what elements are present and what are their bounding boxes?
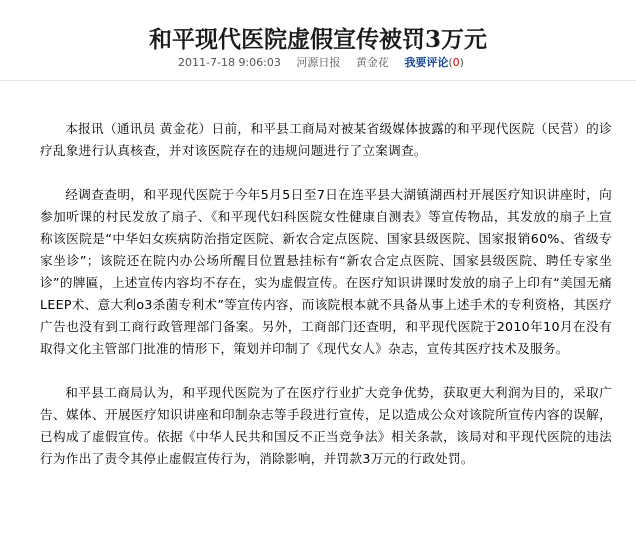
comment-count-close: ) [459,56,464,69]
article-paragraph-1: 本报讯（通讯员 黄金花）日前，和平县工商局对被某省级媒体披露的和平现代医院（民营）的诊疗乱象进行认真核查，并对该医院存在的违规问题进行了立案调查。 [40,121,612,158]
article-paragraph-3: 和平县工商局认为，和平现代医院为了在医疗行业扩大竞争优势，获取更大利润为目的，采取广告、媒体、开展医疗知识讲座和印制杂志等手段进行宣传，足以造成公众对该院所宣传内容的误解，已构成了虚假宣传。依据《中华人民共和国反不正当竞争法》相关条款，该局对和平现代医院的违法行为作出了责令其停止虚假宣传行为，消除影响，并罚款3万元的行政处罚。 [40,385,612,466]
comment-link[interactable]: 我要评论 [404,56,449,69]
article-body [40,118,612,492]
meta-divider [0,80,636,81]
author-name: 黄金花 [355,56,389,69]
comment-count-open: ( [448,56,453,69]
article-paragraph-2: 经调查查明，和平现代医院于今年5月5日至7日在连平县大湖镇湖西村开展医疗知识讲座时，向参加听课的村民发放了扇子、《和平现代妇科医院女性健康自测表》等宣传物品，其发放的扇子上宣称该医院是“中华妇女疾病防治指定医院、新农合定点医院、国家县级医院、国家报销60%、省级专家坐诊”；该院还在院内办公场所醒目位置悬挂标有“新农合定点医院、国家县级医院、聘任专家坐诊”的牌匾，上述宣传内容均不存在，实为虚假宣传。在医疗知识讲课时发放的扇子上印有“美国无痛LEEP术、意大利o3杀菌专利术”等宣传内容，而该院根本就不具备从事上述手术的专利资格，其医疗广告也没有到工商行政管理部门备案。另外，工商部门还查明，和平现代医院于2010年10月在没有取得文化主管部门批准的情形下，策划并印制了《现代女人》杂志，宣传其医疗技术及服务。 [40,187,612,356]
comment-count[interactable]: 0 [452,56,460,69]
article-title: 和平现代医院虚假宣传被罚3万元 [148,26,487,54]
source-name: 河源日报 [296,56,341,69]
publish-datetime: 2011-7-18 9:06:03 [178,56,281,69]
article-meta [0,55,636,71]
